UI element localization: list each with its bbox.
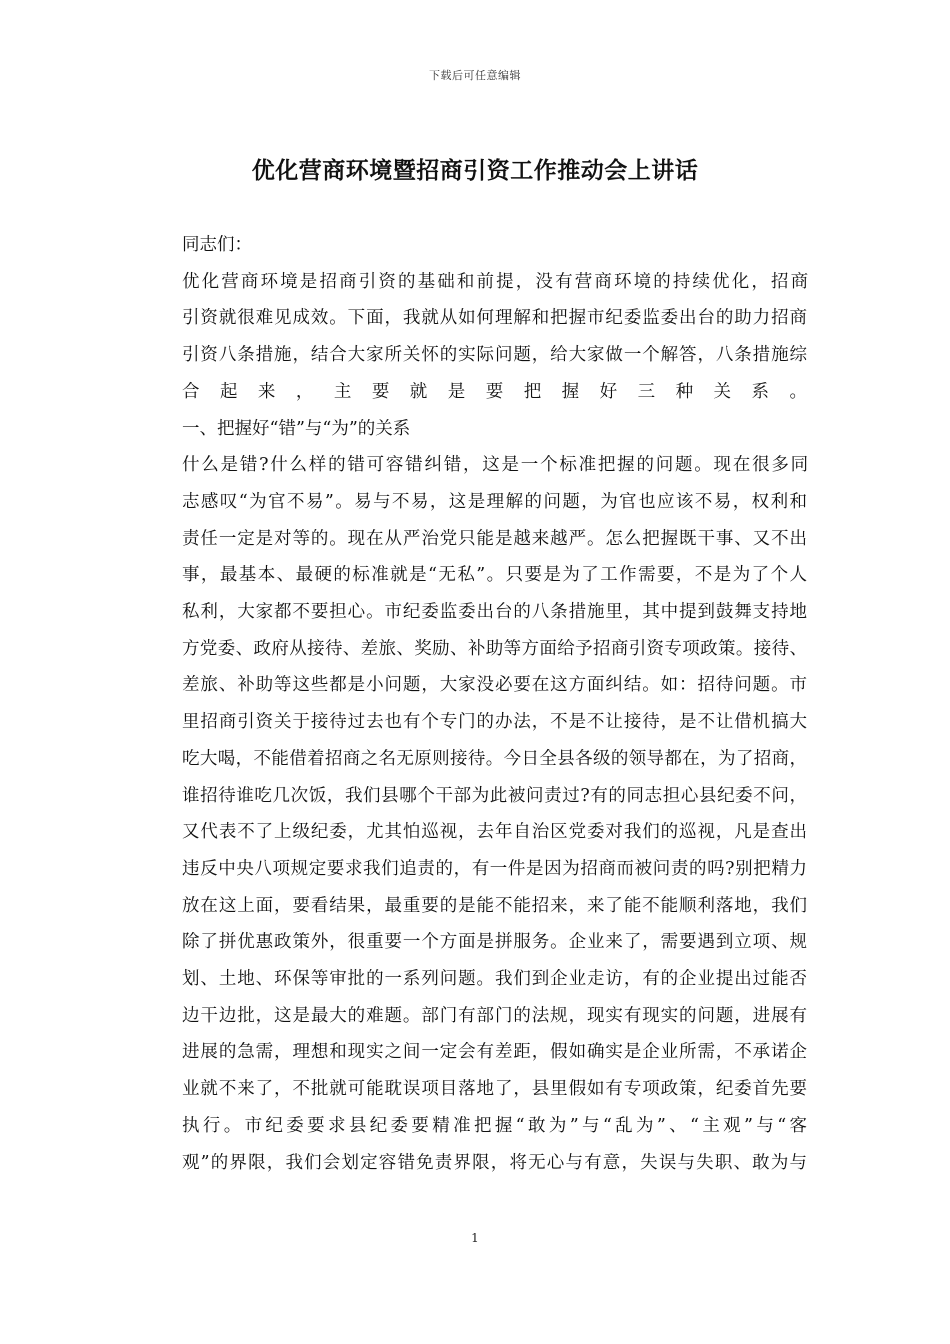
salutation	[145, 227, 807, 264]
paragraph-line: 什么是错?什么样的错可容错纠错，这是一个标准把握的问题。现在很多同	[182, 455, 807, 476]
paragraph-line: 又代表不了上级纪委，尤其怕巡视，去年自治区党委对我们的巡视，凡是查出	[182, 822, 807, 843]
paragraph-line: 方党委、政府从接待、差旅、奖励、补助等方面给予招商引资专项政策。接待、	[182, 638, 807, 659]
paragraph-line: 责任一定是对等的。现在从严治党只能是越来越严。怎么把握既干事、又不出	[182, 528, 807, 549]
paragraph-line: 差旅、补助等这些都是小问题，大家没必要在这方面纠结。如：招待问题。市	[182, 675, 807, 696]
paragraph-line: 优化营商环境是招商引资的基础和前提，没有营商环境的持续优化，招商	[182, 271, 807, 292]
paragraph-line: 划、土地、环保等审批的一系列问题。我们到企业走访，有的企业提出过能否	[182, 969, 807, 990]
paragraph-line: 合起来，主要就是要把握好三种关系。	[182, 381, 807, 402]
paragraph-line: 引资八条措施，结合大家所关怀的实际问题，给大家做一个解答，八条措施综	[182, 345, 807, 366]
paragraph-line: 边干边批，这是最大的难题。部门有部门的法规，现实有现实的问题，进展有	[182, 1005, 807, 1026]
paragraph-line: 志感叹“为官不易”。易与不易，这是理解的问题，为官也应该不易，权利和	[182, 491, 807, 512]
header-note: 下载后可任意编辑	[429, 69, 521, 82]
paragraph-line: 吃大喝，不能借着招商之名无原则接待。今日全县各级的领导都在，为了招商，	[182, 748, 807, 769]
paragraph-line: 违反中央八项规定要求我们追责的，有一件是因为招商而被问责的吗?别把精力	[182, 858, 807, 879]
document-title: 优化营商环境暨招商引资工作推动会上讲话	[251, 157, 699, 184]
paragraph-line: 私利，大家都不要担心。市纪委监委出台的八条措施里，其中提到鼓舞支持地	[182, 602, 807, 623]
section-heading-1	[145, 411, 807, 448]
paragraph-line: 引资就很难见成效。下面，我就从如何理解和把握市纪委监委出台的助力招商	[182, 308, 807, 329]
paragraph-line: 放在这上面，要看结果，最重要的是能不能招来，来了能不能顺利落地，我们	[182, 895, 807, 916]
paragraph-2	[145, 447, 807, 1181]
paragraph-line: 事，最基本、最硬的标准就是“无私”。只要是为了工作需要，不是为了个人	[182, 565, 807, 586]
paragraph-line: 谁招待谁吃几次饭，我们县哪个干部为此被问责过?有的同志担心县纪委不问，	[182, 785, 807, 806]
paragraph-line: 执行。市纪委要求县纪委要精准把握“敢为”与“乱为”、“主观”与“客	[182, 1115, 807, 1136]
salutation-text: 同志们：	[182, 235, 252, 255]
paragraph-line: 业就不来了，不批就可能耽误项目落地了，县里假如有专项政策，纪委首先要	[182, 1079, 807, 1100]
paragraph-line: 观”的界限，我们会划定容错免责界限，将无心与有意，失误与失职、敢为与	[182, 1152, 807, 1173]
paragraph-line: 进展的急需，理想和现实之间一定会有差距，假如确实是企业所需，不承诺企	[182, 1042, 807, 1063]
section-heading-text: 一、把握好“错”与“为”的关系	[182, 418, 411, 439]
paragraph-1	[145, 264, 807, 411]
paragraph-line: 除了拼优惠政策外，很重要一个方面是拼服务。企业来了，需要遇到立项、规	[182, 932, 807, 953]
paragraph-line: 里招商引资关于接待过去也有个专门的办法，不是不让接待，是不让借机搞大	[182, 712, 807, 733]
page-number: 1	[471, 1231, 479, 1245]
document-body	[145, 227, 807, 1181]
